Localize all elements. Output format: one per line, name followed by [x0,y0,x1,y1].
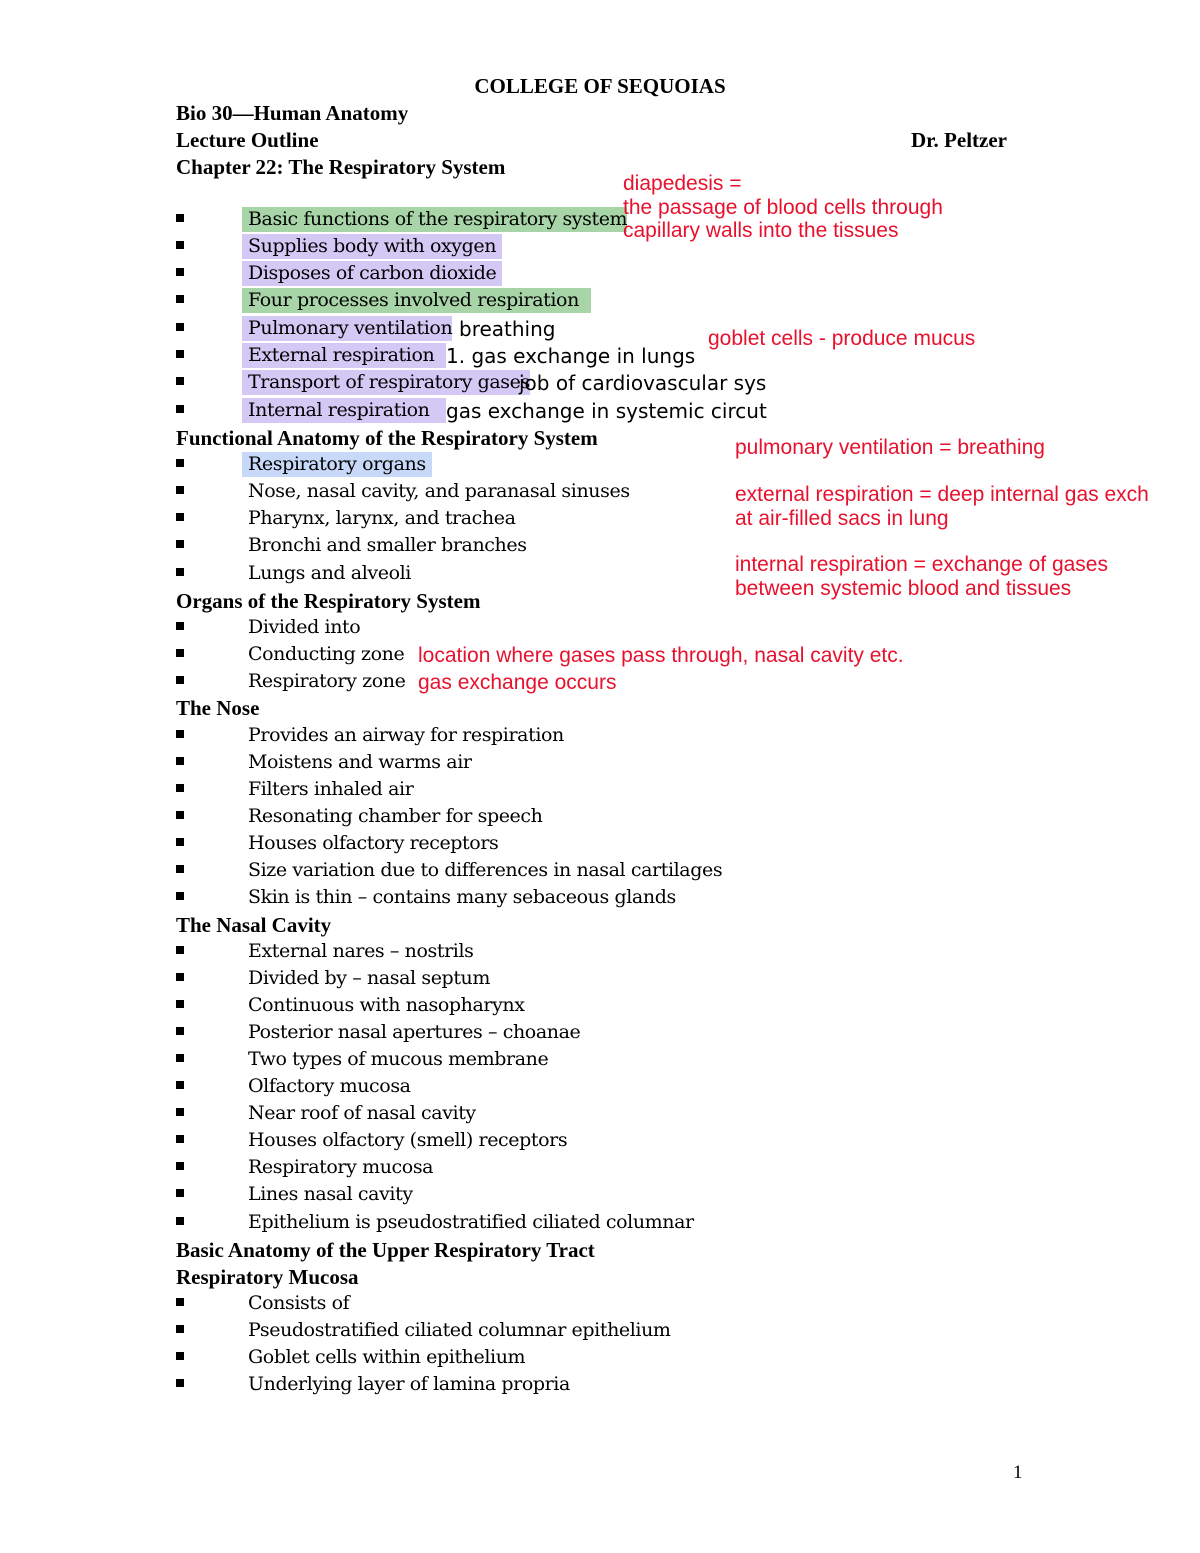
list-item-text: Near roof of nasal cavity [248,1102,476,1124]
bullet-icon [176,486,184,494]
note-breathing: breathing [459,317,556,341]
bullet-icon [176,1162,184,1170]
list-item-text: Respiratory zone [248,670,406,692]
course-title: Bio 30—Human Anatomy [176,101,409,125]
bullet-icon [176,865,184,873]
annotation-goblet-cells: goblet cells - produce mucus [708,327,976,350]
bullet-icon [176,568,184,576]
bullet-icon [176,513,184,521]
bullet-icon [176,1189,184,1197]
list-item-text: Transport of respiratory gases [242,370,530,395]
list-item-text: Respiratory organs [242,452,432,477]
annotation-diapedesis-line1: diapedesis = [623,172,742,195]
annotation-internal-respiration-line2: between systemic blood and tissues [735,577,1072,600]
annotation-diapedesis-line3: capillary walls into the tissues [623,219,899,242]
list-item-text: Lines nasal cavity [248,1183,413,1205]
bullet-icon [176,1135,184,1143]
list-item-text: Four processes involved respiration [242,288,591,313]
list-item-text: Disposes of carbon dioxide [242,261,502,286]
bullet-icon [176,1379,184,1387]
bullet-icon [176,757,184,765]
list-item-text: Goblet cells within epithelium [248,1346,526,1368]
annotation-respiratory-zone: gas exchange occurs [418,671,617,694]
annotation-pulmonary-ventilation: pulmonary ventilation = breathing [735,436,1045,459]
section-heading: Organs of the Respiratory System [176,589,481,613]
bullet-icon [176,1000,184,1008]
annotation-internal-respiration-line1: internal respiration = exchange of gases [735,553,1108,576]
bullet-icon [176,323,184,331]
bullet-icon [176,377,184,385]
bullet-icon [176,676,184,684]
bullet-icon [176,946,184,954]
list-item-text: Continuous with nasopharynx [248,994,525,1016]
bullet-icon [176,1108,184,1116]
section-heading: Basic Anatomy of the Upper Respiratory Tract [176,1238,595,1262]
bullet-icon [176,892,184,900]
bullet-icon [176,622,184,630]
bullet-icon [176,1298,184,1306]
list-item-text: Lungs and alveoli [248,562,411,584]
bullet-icon [176,1081,184,1089]
bullet-icon [176,540,184,548]
list-item-text: External nares – nostrils [248,940,474,962]
bullet-icon [176,649,184,657]
bullet-icon [176,214,184,222]
list-item-text: Houses olfactory (smell) receptors [248,1129,568,1151]
list-item-text: Internal respiration [242,398,446,423]
list-item-text: Underlying layer of lamina propria [248,1373,570,1395]
bullet-icon [176,784,184,792]
section-heading: The Nose [176,696,260,720]
note-systemic: gas exchange in systemic circut [446,399,767,423]
list-item-text: Provides an airway for respiration [248,724,564,746]
page-number: 1 [1013,1462,1023,1483]
list-item-text: Pharynx, larynx, and trachea [248,507,516,529]
bullet-icon [176,1054,184,1062]
bullet-icon [176,1325,184,1333]
lecture-outline-label: Lecture Outline [176,128,319,152]
list-item-text: Size variation due to differences in nasal cartilages [248,859,723,881]
list-item-text: Divided into [248,616,361,638]
section-heading: The Nasal Cavity [176,913,332,937]
annotation-external-respiration-line1: external respiration = deep internal gas exch [735,483,1149,506]
annotation-diapedesis-line2: the passage of blood cells through [623,196,943,219]
list-item-text: Pseudostratified ciliated columnar epithelium [248,1319,671,1341]
annotation-conducting-zone: location where gases pass through, nasal cavity etc. [418,644,904,667]
list-item-text: Posterior nasal apertures – choanae [248,1021,581,1043]
list-item-text: Olfactory mucosa [248,1075,411,1097]
chapter-title: Chapter 22: The Respiratory System [176,155,506,179]
list-item-text: External respiration [242,343,446,368]
college-title: COLLEGE OF SEQUOIAS [474,74,726,98]
bullet-icon [176,1352,184,1360]
list-item-text: Bronchi and smaller branches [248,534,527,556]
list-item-text: Houses olfactory receptors [248,832,499,854]
list-item-text: Basic functions of the respiratory system [242,207,627,232]
list-item-text: Nose, nasal cavity, and paranasal sinuses [248,480,630,502]
bullet-icon [176,811,184,819]
bullet-icon [176,1217,184,1225]
bullet-icon [176,973,184,981]
list-item-text: Two types of mucous membrane [248,1048,549,1070]
bullet-icon [176,241,184,249]
note-cardiovascular: job of cardiovascular sys [519,371,767,395]
list-item-text: Filters inhaled air [248,778,414,800]
list-item-text: Respiratory mucosa [248,1156,434,1178]
bullet-icon [176,268,184,276]
bullet-icon [176,730,184,738]
list-item-text: Divided by – nasal septum [248,967,491,989]
instructor-name: Dr. Peltzer [911,128,1007,152]
list-item-text: Pulmonary ventilation [242,316,452,341]
list-item-text: Consists of [248,1292,350,1314]
section-subheading: Respiratory Mucosa [176,1265,359,1289]
list-item-text: Conducting zone [248,643,405,665]
bullet-icon [176,838,184,846]
bullet-icon [176,405,184,413]
list-item-text: Resonating chamber for speech [248,805,543,827]
section-heading: Functional Anatomy of the Respiratory System [176,426,598,450]
list-item-text: Skin is thin – contains many sebaceous glands [248,886,676,908]
bullet-icon [176,350,184,358]
bullet-icon [176,459,184,467]
bullet-icon [176,295,184,303]
list-item-text: Supplies body with oxygen [242,234,502,259]
annotation-external-respiration-line2: at air-filled sacs in lung [735,507,949,530]
note-gas-exchange-lungs: 1. gas exchange in lungs [446,344,696,368]
bullet-icon [176,1027,184,1035]
list-item-text: Moistens and warms air [248,751,472,773]
list-item-text: Epithelium is pseudostratified ciliated columnar [248,1211,694,1233]
